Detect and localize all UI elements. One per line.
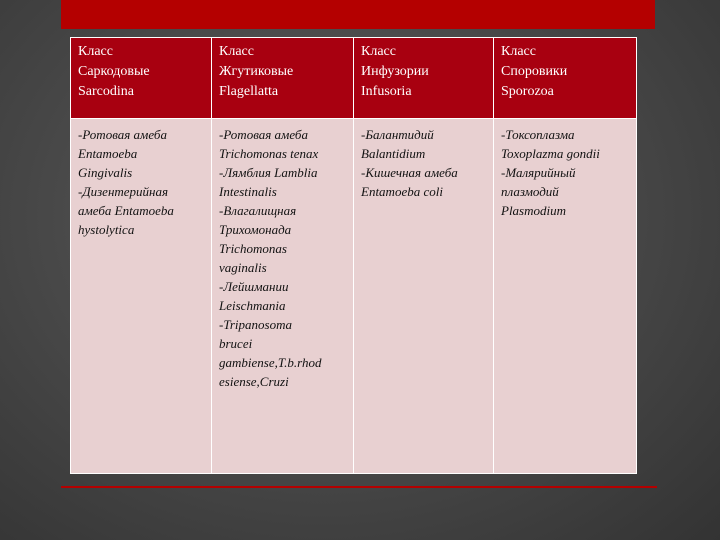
species-line: -Лямблия Lamblia <box>219 165 318 180</box>
header-cell-flagellata <box>212 38 354 119</box>
header-cell-sporozoa <box>494 38 637 119</box>
title-bar <box>61 0 655 29</box>
header-line: Жгутиковые <box>219 64 294 79</box>
species-line: Трихомонада <box>219 222 292 237</box>
table-body-row <box>71 119 637 474</box>
species-line: Trichomonas <box>219 241 287 256</box>
footer-divider <box>61 486 657 488</box>
header-line: Класс <box>361 44 396 59</box>
species-line: -Малярийный <box>501 165 576 180</box>
header-line: Sarcodina <box>78 84 134 99</box>
species-line: Plasmodium <box>501 203 566 218</box>
header-line: Саркодовые <box>78 64 150 79</box>
species-line: амеба Entamoeba <box>78 203 174 218</box>
species-line: плазмодий <box>501 184 559 199</box>
species-line: -Кишечная амеба <box>361 165 458 180</box>
cell-infusoria-species <box>354 119 494 474</box>
species-line: Entamoeba <box>78 146 138 161</box>
species-line: Balantidium <box>361 146 426 161</box>
species-line: -Ротовая амеба <box>219 127 308 142</box>
species-line: Entamoeba coli <box>361 184 443 199</box>
species-line: Trichomonas tenax <box>219 146 319 161</box>
species-line: Toxoplazma gondii <box>501 146 600 161</box>
species-line: -Влагалищная <box>219 203 297 218</box>
species-line: -Токсоплазма <box>501 127 575 142</box>
header-line: Класс <box>78 44 113 59</box>
header-line: Класс <box>219 44 254 59</box>
species-line: brucei <box>219 336 253 351</box>
species-line: Gingivalis <box>78 165 133 180</box>
species-line: Leischmania <box>219 298 286 313</box>
species-line: Intestinalis <box>219 184 277 199</box>
species-line: hystolytica <box>78 222 135 237</box>
species-line: -Ротовая амеба <box>78 127 167 142</box>
header-line: Инфузории <box>361 64 429 79</box>
table-header-row <box>71 38 637 119</box>
species-line: vaginalis <box>219 260 267 275</box>
header-line: Класс <box>501 44 536 59</box>
species-line: -Балантидий <box>361 127 434 142</box>
cell-sarcodina-species <box>71 119 212 474</box>
cell-flagellata-species <box>212 119 354 474</box>
header-line: Flagellatta <box>219 84 279 99</box>
species-line: -Tripanosoma <box>219 317 292 332</box>
header-line: Infusoria <box>361 84 412 99</box>
header-line: Sporozoa <box>501 84 554 99</box>
species-line: -Дизентерийная <box>78 184 169 199</box>
header-line: Споровики <box>501 64 568 79</box>
species-line: gambiense,T.b.rhod <box>219 355 322 370</box>
header-cell-sarcodina <box>71 38 212 119</box>
cell-sporozoa-species <box>494 119 637 474</box>
species-line: esiense,Cruzi <box>219 374 289 389</box>
species-line: -Лейшмании <box>219 279 289 294</box>
protozoa-classification-table <box>70 37 637 474</box>
header-cell-infusoria <box>354 38 494 119</box>
